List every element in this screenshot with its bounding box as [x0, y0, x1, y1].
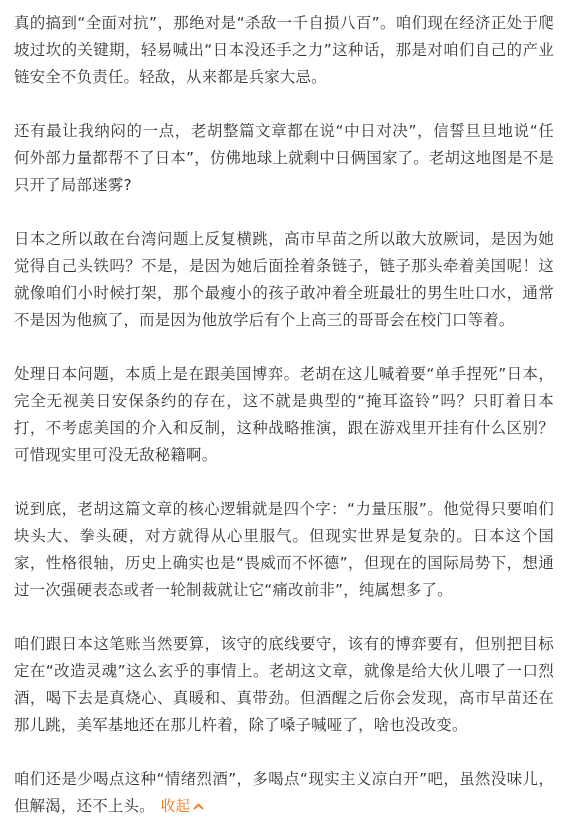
article-body [14, 10, 554, 821]
paragraph-3: 日本之所以敢在台湾问题上反复横跳，高市早苗之所以敢大放厥词，是因为她觉得自己头铁吗？不是，是因为她后面拴着条链子，链子那头牵着美国呢！这就像咱们小时候打架，那个最瘦小的孩子敢冲着全班最壮的男生吐口水，通常不是因为他疯了，而是因为他放学后有个上高三的哥哥会在校门口等着。 [14, 230, 554, 329]
collapse-label: 收起 [160, 799, 191, 815]
paragraph-6: 咱们跟日本这笔账当然要算，该守的底线要守，该有的博弈要有，但别把目标定在“改造灵魂”这么玄乎的事情上。老胡这文章，就像是给大伙儿喂了一口烈酒，喝下去是真烧心、真暖和、真带劲。但酒醒之后你会发现，高市早苗还在那儿跳，美军基地还在那儿杵着，除了嗓子喊哑了，啥也没改变。 [14, 635, 554, 734]
paragraph-4: 处理日本问题，本质上是在跟美国博弈。老胡在这儿喊着要“单手捏死”日本，完全无视美日安保条约的存在，这不就是典型的“掩耳盗铃”吗？只盯着日本打，不考虑美国的介入和反制，这种战略推演，跟在游戏里开挂有什么区别？可惜现实里可没无敌秘籍啊。 [14, 365, 554, 464]
chevron-up-icon [193, 803, 204, 810]
paragraph-2: 还有最让我纳闷的一点，老胡整篇文章都在说“中日对决”，信誓旦旦地说“任何外部力量都帮不了日本”，仿佛地球上就剩中日俩国家了。老胡这地图是不是只开了局部迷雾? [14, 122, 555, 194]
paragraph-5: 说到底，老胡这篇文章的核心逻辑就是四个字：“力量压服”。他觉得只要咱们块头大、拳头硬，对方就得从心里服气。但现实世界是复杂的。日本这个国家，性格很轴，历史上确实也是“畏威而不怀德”，但现在的国际局势下，想通过一次强硬表态或者一轮制裁就让它“痛改前非”，纯属想多了。 [14, 500, 554, 599]
paragraph-1: 真的搞到“全面对抗”，那绝对是“杀敌一千自损八百”。咱们现在经济正处于爬坡过坎的关键期，轻易喊出“日本没还手之力”这种话，那是对咱们自己的产业链安全不负责任。轻敌，从来都是兵家大忌。 [14, 14, 554, 86]
paragraph-7 [14, 766, 554, 821]
collapse-button[interactable] [161, 799, 205, 815]
paragraph-7-text: 咱们还是少喝点这种“情绪烈酒”，多喝点“现实主义凉白开”吧，虽然没味儿，但解渴，还不上头。 [14, 770, 554, 815]
